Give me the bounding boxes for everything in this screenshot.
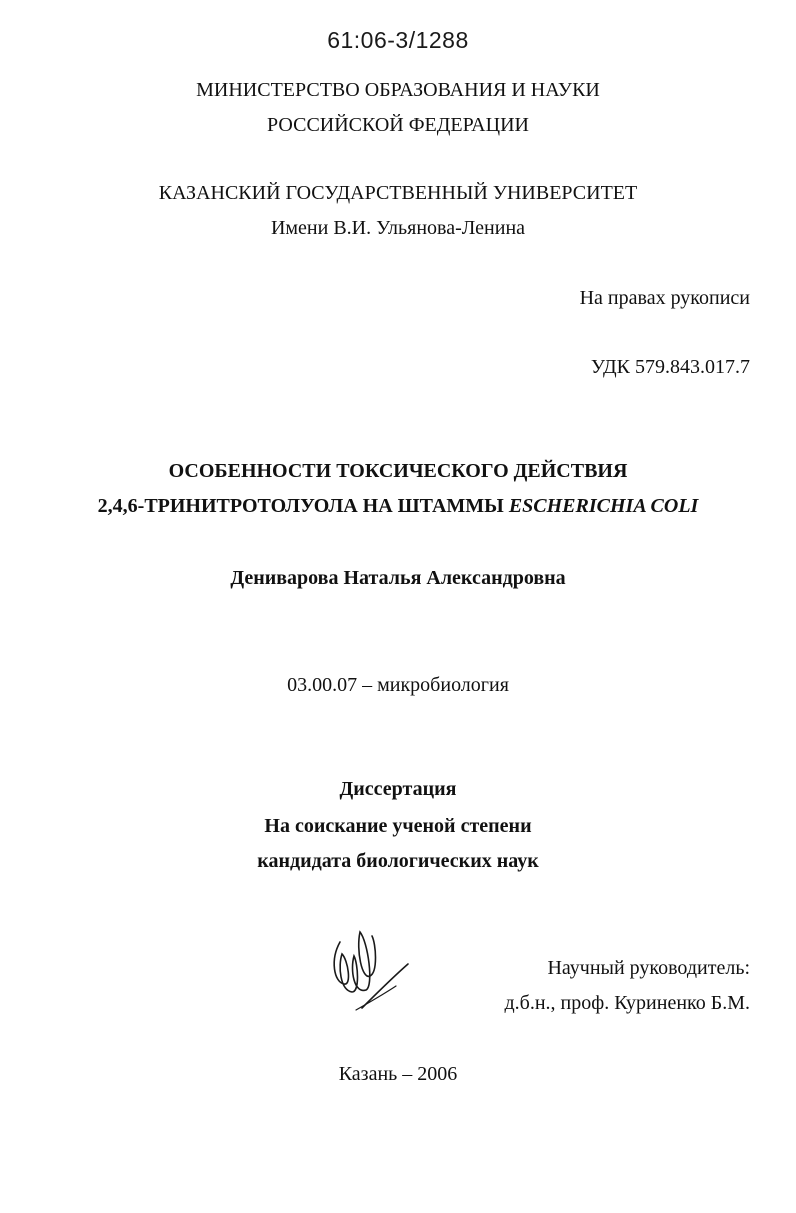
udk-code: УДК 579.843.017.7: [590, 356, 750, 378]
archive-code: 61:06-3/1288: [327, 27, 469, 53]
specialty: 03.00.07 – микробиология: [287, 674, 509, 696]
supervisor-label: Научный руководитель:: [547, 957, 750, 979]
university-named-after: Имени В.И. Ульянова-Ленина: [270, 217, 526, 239]
ministry-line-2: РОССИЙСКОЙ ФЕДЕРАЦИИ: [267, 114, 529, 136]
signature-scribble: [334, 932, 375, 992]
university-name: КАЗАНСКИЙ ГОСУДАРСТВЕННЫЙ УНИВЕРСИТЕТ: [158, 182, 638, 204]
degree-line-3: кандидата биологических наук: [257, 850, 539, 872]
author-name: Дениварова Наталья Александровна: [230, 567, 566, 589]
supervisor-name: д.б.н., проф. Куриненко Б.М.: [504, 992, 750, 1014]
degree-line-1: Диссертация: [339, 778, 457, 800]
title-line-2: [0, 494, 796, 518]
ministry-line-1: МИНИСТЕРСТВО ОБРАЗОВАНИЯ И НАУКИ: [196, 79, 600, 101]
title-line-1: ОСОБЕННОСТИ ТОКСИЧЕСКОГО ДЕЙСТВИЯ: [168, 460, 628, 482]
title-line-2-prefix: 2,4,6-ТРИНИТРОТОЛУОЛА НА ШТАММЫ: [97, 495, 509, 517]
manuscript-note: На правах рукописи: [579, 287, 750, 309]
degree-line-2: На соискание ученой степени: [264, 815, 532, 837]
place-year: Казань – 2006: [338, 1063, 458, 1085]
signature: [326, 920, 412, 1012]
title-species: ESCHERICHIA COLI: [508, 495, 699, 517]
